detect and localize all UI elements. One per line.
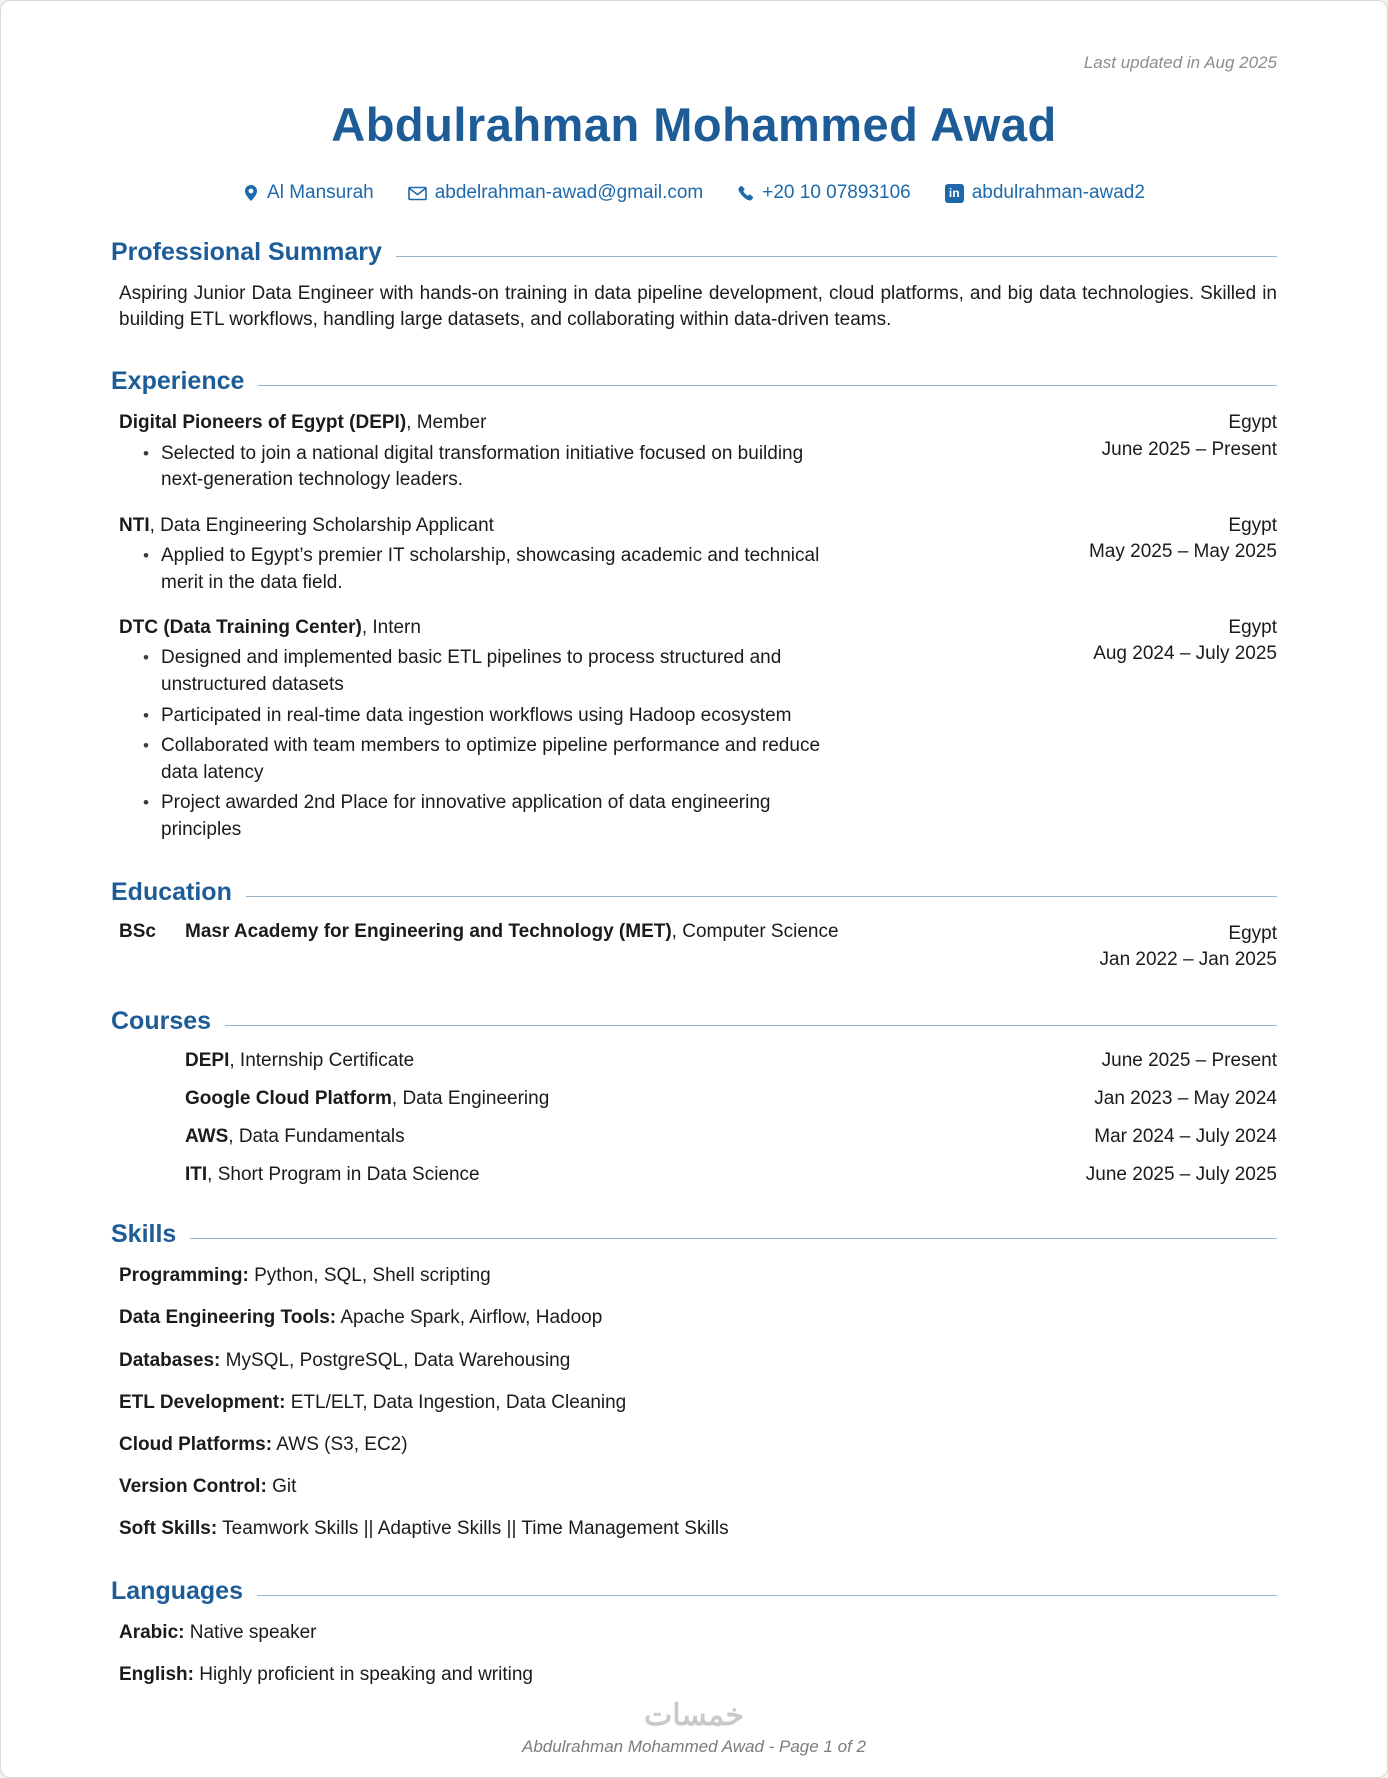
section-title: Courses [111,1007,212,1036]
skill-label: Data Engineering Tools: [119,1307,337,1329]
entry-location: Egypt [1228,514,1277,536]
skill-row [111,1516,1277,1542]
skill-row [111,1390,1277,1416]
degree-label: BSc [119,920,156,942]
bullet-item: • Designed and implemented basic ETL pipelines to process structured and unstructured datasets [119,645,849,698]
company-name: DTC (Data Training Center) [119,617,362,639]
section-courses [111,1007,1277,1186]
entry-dates: June 2025 – Present [1101,438,1277,460]
skill-value: AWS (S3, EC2) [272,1433,408,1455]
course-desc: , Data Engineering [391,1088,550,1110]
skill-value: Apache Spark, Airflow, Hadoop [336,1307,603,1329]
contact-linkedin[interactable] [945,182,1145,204]
entry-dates: June 2025 – Present [1101,1050,1277,1072]
skill-value: Teamwork Skills || Adaptive Skills || Time Management Skills [217,1518,729,1540]
experience-entry [111,410,1277,493]
education-entry-main [185,921,1052,973]
section-experience [111,367,1277,843]
language-label: English: [119,1663,194,1685]
phone-icon [737,185,754,202]
skill-value: ETL/ELT, Data Ingestion, Data Cleaning [285,1391,627,1413]
language-label: Arabic: [119,1621,185,1643]
experience-entry-title [119,615,1026,641]
section-title: Skills [111,1220,177,1249]
section-languages [111,1577,1277,1688]
school-name: Masr Academy for Engineering and Technology (MET) [185,920,672,942]
language-value: Native speaker [184,1621,317,1643]
section-title: Education [111,877,232,906]
heading-rule [258,385,1277,386]
heading-rule [246,896,1277,897]
contact-email[interactable] [408,182,704,204]
bullet-item: • Collaborated with team members to optimize pipeline performance and reduce data latency [119,733,849,786]
course-name: AWS [185,1126,229,1148]
course-name: ITI [185,1164,208,1186]
language-row [111,1662,1277,1688]
contact-linkedin-label: abdulrahman-awad2 [971,182,1145,203]
experience-bullets [119,543,1026,596]
entry-dates: Jan 2022 – Jan 2025 [1099,948,1277,970]
contact-bar [111,182,1277,204]
watermark: خمسات [643,1699,745,1732]
contact-phone[interactable] [737,182,910,204]
experience-entry [111,615,1277,843]
candidate-name: Abdulrahman Mohammed Awad [331,98,1057,151]
heading-rule [396,256,1277,257]
section-education [111,878,1277,973]
contact-email-label: abdelrahman-awad@gmail.com [434,182,704,203]
skill-value: MySQL, PostgreSQL, Data Warehousing [220,1349,571,1371]
entry-location: Egypt [1228,922,1277,944]
course-desc: , Short Program in Data Science [207,1164,480,1186]
section-heading-languages [111,1577,1277,1606]
language-row [111,1620,1277,1646]
skill-label: Soft Skills: [119,1518,218,1540]
experience-entry-main [119,513,1052,596]
section-heading-education [111,878,1277,907]
experience-bullets [119,645,1026,843]
entry-location: Egypt [1228,617,1277,639]
role-title: , Intern [361,617,421,639]
heading-rule [190,1238,1277,1239]
contact-phone-label: +20 10 07893106 [762,182,911,203]
heading-rule [257,1595,1277,1596]
experience-entry-meta [1052,513,1277,596]
section-title: Professional Summary [111,238,382,266]
experience-bullets [119,441,1026,494]
entry-dates: May 2025 – May 2025 [1088,541,1277,563]
course-entry [111,1126,1277,1148]
education-entry-meta [1052,921,1277,973]
bullet-item: • Participated in real-time data ingestion workflows using Hadoop ecosystem [119,703,849,730]
section-heading-experience [111,367,1277,396]
skill-value: Git [266,1476,297,1498]
skill-label: ETL Development: [119,1391,286,1413]
experience-entry-meta [1052,615,1277,843]
entry-dates: Jan 2023 – May 2024 [1094,1088,1277,1110]
skill-label: Version Control: [119,1476,267,1498]
skill-value: Python, SQL, Shell scripting [248,1265,491,1287]
section-title: Experience [111,367,245,396]
skill-label: Programming: [119,1265,249,1287]
contact-location-label: Al Mansurah [267,182,374,203]
page-footer: Abdulrahman Mohammed Awad - Page 1 of 2 [522,1737,866,1756]
bullet-item: • Project awarded 2nd Place for innovative application of data engineering principles [119,790,849,843]
course-entry [111,1050,1277,1072]
experience-entry-meta [1052,410,1277,493]
skill-label: Cloud Platforms: [119,1433,273,1455]
section-heading-skills [111,1220,1277,1249]
course-name: DEPI [185,1050,230,1072]
heading-rule [225,1025,1277,1026]
course-desc: , Data Fundamentals [228,1126,405,1148]
course-entry-main [185,1050,997,1072]
bullet-item: • Selected to join a national digital transformation initiative focused on building next-generation technology leaders. [119,441,849,494]
section-heading-professional-summary [111,238,1277,267]
entry-dates: June 2025 – July 2025 [1085,1164,1277,1186]
course-entry-main [185,1088,997,1110]
course-entry-main [185,1126,997,1148]
skill-row [111,1432,1277,1458]
company-name: Digital Pioneers of Egypt (DEPI) [119,412,407,434]
company-name: NTI [119,514,150,536]
location-icon [243,184,259,202]
entry-dates: Aug 2024 – July 2025 [1093,643,1277,665]
experience-entry [111,513,1277,596]
experience-entry-title [119,513,1026,539]
bullet-item: • Applied to Egypt’s premier IT scholarship, showcasing academic and technical merit in the data field. [119,543,849,596]
skill-label: Databases: [119,1349,221,1371]
summary-text: Aspiring Junior Data Engineer with hands-on training in data pipeline development, cloud platforms, and big data technologies. Skilled in building ETL workflows, handling large datasets, and collaborating within data-driven teams. [119,283,1277,331]
course-entry-main [185,1164,997,1186]
entry-location: Egypt [1228,412,1277,434]
email-icon [408,186,427,201]
skill-row [111,1263,1277,1289]
education-entry [111,921,1277,973]
language-value: Highly proficient in speaking and writing [193,1663,533,1685]
section-title: Languages [111,1576,243,1605]
course-name: Google Cloud Platform [185,1088,392,1110]
course-entry [111,1088,1277,1110]
experience-entry-title [119,410,1026,436]
section-skills [111,1220,1277,1543]
section-professional-summary [111,238,1277,333]
skill-row [111,1348,1277,1374]
entry-dates: Mar 2024 – July 2024 [1094,1126,1277,1148]
role-title: , Data Engineering Scholarship Applicant [149,514,494,536]
last-updated-note: Last updated in Aug 2025 [1083,53,1277,72]
skill-row [111,1474,1277,1500]
role-title: , Member [406,412,487,434]
experience-entry-main [119,410,1052,493]
linkedin-icon: in [945,184,964,203]
field-of-study: , Computer Science [671,920,839,942]
section-heading-courses [111,1007,1277,1036]
contact-location[interactable] [243,182,374,204]
course-entry [111,1164,1277,1186]
course-desc: , Internship Certificate [229,1050,415,1072]
skill-row [111,1305,1277,1331]
experience-entry-main [119,615,1052,843]
